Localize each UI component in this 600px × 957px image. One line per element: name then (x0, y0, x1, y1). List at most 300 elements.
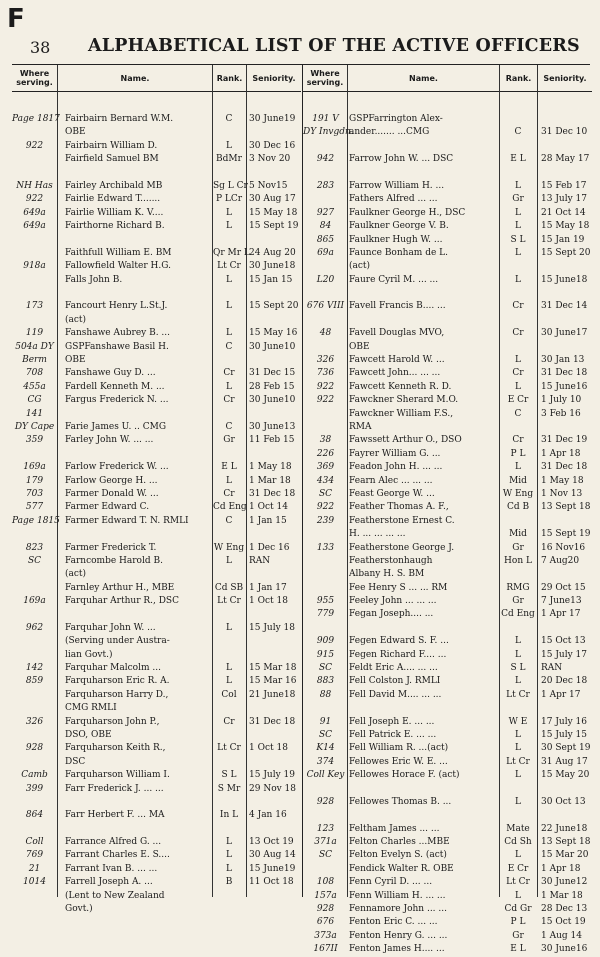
officer-row (12, 555, 301, 568)
where-serving-cell: 918a (23, 261, 46, 272)
seniority-cell: 15 Jan 15 (249, 274, 293, 285)
rank-cell: W Eng (213, 542, 245, 553)
officer-name-cell: Farrant Charles E. S.... (65, 850, 170, 861)
rank-cell: L (226, 301, 232, 312)
officer-name-cell: Fenn William H. ... ... (349, 890, 446, 901)
rank-cell: Hon L (504, 555, 532, 566)
officer-row (303, 542, 592, 555)
officer-row (303, 622, 592, 635)
rank-cell: L (226, 140, 232, 151)
rank-cell: E L (221, 462, 237, 473)
officer-row (303, 635, 592, 648)
where-serving-cell: K14 (316, 743, 335, 754)
where-serving-cell: 883 (316, 676, 335, 687)
where-serving-cell: 1014 (23, 877, 46, 888)
officer-name-cell: Faithfull William E. BM (65, 247, 172, 258)
where-serving-cell: 123 (316, 823, 335, 834)
rank-cell: E L (510, 154, 526, 165)
seniority-cell: 21 June18 (249, 689, 296, 700)
rank-cell: Cr (223, 488, 235, 499)
rank-cell: Cr (512, 328, 524, 339)
where-serving-cell: 922 (25, 140, 44, 151)
officer-row (12, 809, 301, 822)
officer-name-cell: Fawcett John... ... ... (349, 368, 441, 379)
seniority-cell: 5 Nov15 (249, 180, 288, 191)
rank-cell: P L (510, 917, 526, 928)
officer-row (12, 113, 301, 126)
where-serving-cell: 91 (319, 716, 332, 727)
rank-cell: C (514, 408, 522, 419)
rank-cell: L (515, 462, 521, 473)
rank-cell: Cr (223, 716, 235, 727)
seniority-cell: 15 July 15 (541, 729, 587, 740)
officer-row (12, 729, 301, 742)
seniority-cell: 4 Jan 16 (249, 810, 287, 821)
right-rows (303, 113, 592, 957)
seniority-cell: 1 May 18 (249, 462, 292, 473)
where-serving-cell: 88 (319, 689, 332, 700)
where-serving-cell: 927 (316, 207, 335, 218)
seniority-cell: 1 Mar 18 (541, 890, 583, 901)
officer-name-cell: Farquhar John W. ... (65, 622, 156, 633)
rank-cell: L (515, 636, 521, 647)
seniority-cell: 15 May 18 (541, 221, 590, 232)
officer-row (12, 662, 301, 675)
seniority-cell: 1 Oct 18 (249, 743, 288, 754)
rank-cell: C (225, 114, 233, 124)
officer-row (303, 327, 592, 340)
officer-row (12, 274, 301, 287)
officer-name-cell: Fairbairn William D. (65, 140, 158, 151)
seniority-cell: 24 Aug 20 (249, 247, 296, 258)
seniority-cell: 13 Oct 19 (249, 837, 294, 848)
where-serving-cell: 108 (316, 877, 335, 888)
rank-cell: L (515, 850, 521, 861)
left-rows (12, 113, 301, 916)
officer-name-cell: Fell David M.... ... ... (349, 689, 442, 700)
where-serving-cell: 736 (316, 368, 335, 379)
officer-row (12, 849, 301, 862)
officer-name-cell: Featherstone Ernest C. (349, 515, 455, 526)
seniority-cell: 1 Oct 14 (249, 502, 288, 513)
officer-name-cell: Faunce Bonham de L. (349, 247, 448, 258)
where-serving-cell: 226 (316, 448, 335, 459)
officer-name-cell: Fardell Kenneth M. ... (65, 381, 165, 392)
officer-row (12, 488, 301, 501)
rank-cell: Lt Cr (506, 877, 530, 888)
officer-row (303, 247, 592, 260)
seniority-cell: 30 Aug 14 (249, 850, 296, 861)
where-serving-cell: 915 (316, 649, 335, 660)
seniority-cell: 22 June18 (541, 823, 588, 834)
where-serving-cell: 649a (23, 221, 46, 232)
officer-row (303, 367, 592, 380)
rank-cell: C (225, 421, 233, 432)
officer-name-cell: Fawssett Arthur O., DSO (349, 435, 462, 446)
officer-name-cell: Fancourt Henry L.St.J. (65, 301, 168, 312)
rank-cell: L (226, 207, 232, 218)
rank-cell: Qr Mr L (213, 247, 250, 258)
where-serving-cell: 703 (25, 488, 44, 499)
officer-name-cell: Fawckner William F.S., (349, 408, 454, 419)
seniority-cell: 30 June17 (541, 328, 588, 339)
rank-cell: L (515, 890, 521, 901)
officer-name-cell: Fairfield Samuel BM (65, 154, 159, 165)
officer-row (303, 836, 592, 849)
seniority-cell: 30 June12 (541, 877, 588, 888)
where-serving-cell: 239 (316, 515, 335, 526)
right-column-block (302, 65, 592, 955)
section-letter: F (7, 4, 25, 34)
where-serving-cell: 142 (25, 663, 44, 674)
officer-name-cell: Farmer Frederick T. (65, 542, 157, 553)
officer-name-cell: Farrow William H. ... (349, 180, 445, 191)
seniority-header: Seniority. (247, 65, 301, 92)
seniority-cell: 15 Oct 19 (541, 917, 586, 928)
rank-cell: Cr (512, 301, 524, 312)
where-serving-cell: 84 (319, 221, 332, 232)
officer-row (303, 180, 592, 193)
seniority-cell: 31 Dec 18 (249, 716, 296, 727)
seniority-cell: 13 July 17 (541, 194, 587, 205)
officer-row (12, 327, 301, 340)
rank-cell: L (515, 221, 521, 232)
where-serving-cell: 504a DY (15, 341, 54, 352)
where-serving-cell: 173 (25, 301, 44, 312)
officer-row (303, 662, 592, 675)
officer-name-cell: Farquharson John P., (65, 716, 160, 727)
officer-row (12, 287, 301, 300)
rank-cell: Gr (512, 194, 524, 205)
seniority-cell: 1 July 10 (541, 395, 582, 406)
officer-row (12, 207, 301, 220)
officer-row (303, 729, 592, 742)
officer-row (12, 608, 301, 621)
rank-cell: Cd Eng (501, 609, 535, 620)
officer-row (12, 381, 301, 394)
officer-row (12, 140, 301, 153)
seniority-cell: 15 Sept 20 (249, 301, 299, 312)
seniority-cell: 15 July 19 (249, 770, 295, 781)
officer-name-cell: Fell Colston J. RMLI (349, 676, 441, 687)
where-serving-cell: 455a (23, 381, 46, 392)
rank-cell: P L (510, 448, 526, 459)
rank-cell: W E (508, 716, 528, 727)
where-serving-cell: 708 (25, 368, 44, 379)
seniority-cell: 31 Aug 17 (541, 756, 588, 767)
officer-name-cell: Fawcett Kenneth R. D. (349, 381, 452, 392)
where-serving-cell: 191 V (312, 114, 339, 124)
officer-name-cell: Fairthorne Richard B. (65, 221, 165, 232)
officer-name-cell: CMG RMLI (65, 703, 117, 714)
officer-name-cell: Feltham James ... ... (349, 823, 440, 834)
seniority-cell: 1 Apr 17 (541, 609, 581, 620)
officer-name-cell: Fellowes Horace F. (act) (349, 770, 460, 781)
officer-name-cell: Felton Evelyn S. (act) (349, 850, 447, 861)
officer-name-cell: RMA (349, 421, 372, 432)
seniority-cell: 20 Dec 18 (541, 676, 588, 687)
officer-row (12, 247, 301, 260)
officer-name-cell: Fenton Eric C. ... ... (349, 917, 438, 928)
rank-cell: Mate (506, 823, 530, 834)
officer-row (12, 716, 301, 729)
officer-name-cell: Fenn Cyril D. ... ... (349, 877, 433, 888)
officer-name-cell: Faulkner Hugh W. ... (349, 234, 443, 245)
officer-name-cell: Farquharson Keith R., (65, 743, 166, 754)
rank-cell: E L (510, 944, 526, 955)
rank-cell: L (515, 355, 521, 366)
officer-name-cell: Fargus Frederick N. ... (65, 395, 169, 406)
officer-row (303, 689, 592, 702)
officer-row (303, 408, 592, 421)
officer-row (12, 742, 301, 755)
officer-row (303, 649, 592, 662)
officer-row (12, 354, 301, 367)
rank-cell: L (226, 850, 232, 861)
seniority-cell: 15 Feb 17 (541, 180, 587, 191)
officer-row (303, 193, 592, 206)
rank-cell: Sg L Cr (213, 180, 248, 191)
officer-name-cell: Feadon John H. ... ... (349, 462, 443, 473)
seniority-cell: 31 Dec 14 (541, 301, 588, 312)
officer-name-cell: Farquhar Arthur R., DSC (65, 596, 179, 607)
officer-row (303, 461, 592, 474)
officer-row (12, 421, 301, 434)
seniority-cell: 28 Feb 15 (249, 381, 295, 392)
seniority-cell: RAN (249, 555, 271, 566)
officer-name-cell: Fawckner Sherard M.O. (349, 395, 459, 406)
where-serving-header: Where serving. (12, 65, 57, 92)
officer-row (303, 274, 592, 287)
officer-row (303, 528, 592, 541)
officer-row (12, 836, 301, 849)
officer-row (303, 501, 592, 514)
officer-row (12, 823, 301, 836)
where-serving-cell: DY Invgdn. (303, 127, 354, 138)
officer-row (303, 849, 592, 862)
where-serving-cell: CG (27, 395, 42, 406)
officer-row (12, 595, 301, 608)
officer-name-cell: H. ... ... ... ... (349, 529, 406, 540)
officer-name-cell: Fallowfield Walter H.G. (65, 261, 171, 272)
rank-cell: In L (219, 810, 239, 821)
officer-row (12, 234, 301, 247)
seniority-cell: 15 May 18 (249, 207, 298, 218)
seniority-cell: 1 Jan 15 (249, 515, 287, 526)
officer-row (303, 448, 592, 461)
officer-name-cell: Fegen Edward S. F. ... (349, 636, 449, 647)
officer-row (303, 943, 592, 956)
where-serving-cell: Camb (21, 770, 48, 781)
officer-name-cell: Favell Douglas MVO, (349, 328, 445, 339)
officer-name-cell: Fegen Richard F.... ... (349, 649, 447, 660)
officer-name-cell: Featherstone George J. (349, 542, 455, 553)
officer-row (303, 809, 592, 822)
officer-row (12, 568, 301, 581)
rank-cell: E Cr (507, 863, 529, 874)
seniority-cell: 15 Jan 19 (541, 234, 585, 245)
officer-row (12, 876, 301, 889)
rank-cell: Lt Cr (506, 756, 530, 767)
officer-name-cell: Featherstonhaugh (349, 555, 433, 566)
where-serving-cell: 157a (314, 890, 337, 901)
seniority-cell: 1 Mar 18 (249, 475, 291, 486)
rank-cell: L (515, 729, 521, 740)
officer-name-cell: Favell Francis B.... ... (349, 301, 446, 312)
officer-row (12, 702, 301, 715)
officer-name-cell: Fairlie William K. V.... (65, 207, 164, 218)
seniority-cell: 15 Mar 20 (541, 850, 589, 861)
officer-row (12, 675, 301, 688)
seniority-cell: 15 June19 (249, 863, 296, 874)
officer-row (303, 260, 592, 273)
seniority-cell: 28 Dec 13 (541, 904, 588, 915)
where-serving-cell: 167II (313, 944, 338, 955)
seniority-cell: 15 June18 (541, 274, 588, 285)
officer-row (12, 126, 301, 139)
officer-name-cell: Farr Frederick J. ... ... (65, 783, 164, 794)
rank-cell: Mid (509, 475, 527, 486)
rank-cell: Gr (512, 542, 524, 553)
seniority-cell: 30 Jan 13 (541, 355, 585, 366)
officer-row (303, 341, 592, 354)
officer-name-cell: (act) (349, 261, 371, 272)
rank-cell: Cd Eng (213, 502, 247, 513)
officer-name-cell: Feather Thomas A. F., (349, 502, 449, 513)
officer-row (12, 367, 301, 380)
rank-cell: S L (221, 770, 237, 781)
officer-row (303, 702, 592, 715)
officer-row (12, 769, 301, 782)
officer-name-cell: Farmer Donald W. ... (65, 488, 159, 499)
officer-row (12, 622, 301, 635)
rank-cell: Cd B (506, 502, 530, 513)
where-serving-cell: 676 VIII (306, 301, 345, 312)
rank-cell: Mid (509, 529, 527, 540)
rank-header: Rank. (213, 65, 246, 92)
officer-name-cell: (act) (65, 314, 87, 325)
officer-row (12, 341, 301, 354)
seniority-cell: 15 May 16 (249, 328, 298, 339)
officer-name-cell: Fawcett Harold W. ... (349, 355, 445, 366)
officer-row (303, 488, 592, 501)
officer-row (12, 515, 301, 528)
rank-cell: L (515, 676, 521, 687)
rank-cell: C (514, 127, 522, 138)
officer-row (12, 220, 301, 233)
officer-row (303, 434, 592, 447)
where-serving-cell: 859 (25, 676, 44, 687)
seniority-cell: 7 June13 (541, 596, 582, 607)
officer-row (12, 461, 301, 474)
officer-row (303, 608, 592, 621)
where-serving-cell: 169a (23, 462, 46, 473)
seniority-cell: 31 Dec 18 (249, 488, 296, 499)
where-serving-cell: 119 (25, 328, 44, 339)
officer-row (12, 501, 301, 514)
officer-row (12, 689, 301, 702)
rank-cell: Gr (512, 596, 524, 607)
officer-row (303, 916, 592, 929)
officer-name-cell: GSPFanshawe Basil H. (65, 341, 169, 352)
rank-cell: L (515, 743, 521, 754)
officer-name-cell: Farmer Edward T. N. RMLI (65, 515, 189, 526)
where-serving-cell: 374 (316, 756, 335, 767)
officer-name-cell: Fathers Alfred ... ... (349, 194, 438, 205)
rank-cell: L (226, 863, 232, 874)
seniority-cell: 15 Oct 13 (541, 636, 586, 647)
where-serving-cell: 865 (316, 234, 335, 245)
seniority-cell: 30 June10 (249, 395, 296, 406)
where-serving-cell: 779 (316, 609, 335, 620)
officer-name-cell: OBE (349, 341, 370, 352)
name-header: Name. (348, 65, 499, 92)
where-serving-cell: 823 (25, 542, 44, 553)
seniority-header: Seniority. (538, 65, 592, 92)
officers-table (12, 64, 591, 955)
page-title: ALPHABETICAL LIST OF THE ACTIVE OFFICERS (88, 36, 580, 56)
officer-name-cell: Fell Patrick E. ... ... (349, 729, 437, 740)
where-serving-cell: 942 (316, 154, 335, 165)
seniority-cell: 15 July 18 (249, 622, 295, 633)
officer-row (303, 863, 592, 876)
rank-cell: L (226, 274, 232, 285)
seniority-cell: 30 Sept 19 (541, 743, 591, 754)
where-serving-cell: Coll Key (306, 770, 345, 781)
officer-name-cell: Fanshawe Guy D. ... (65, 368, 156, 379)
where-serving-cell: 928 (25, 743, 44, 754)
where-serving-cell: 48 (319, 328, 332, 339)
officer-name-cell: Farncombe Harold B. (65, 555, 163, 566)
rank-cell: S Mr (217, 783, 241, 794)
officer-name-cell: Fell Joseph E. ... ... (349, 716, 435, 727)
officer-row (303, 890, 592, 903)
seniority-cell: 11 Oct 18 (249, 877, 294, 888)
rank-cell: Cr (512, 368, 524, 379)
where-serving-cell: 369 (316, 462, 335, 473)
where-serving-header: Where serving. (303, 65, 347, 92)
officer-name-cell: Farquharson William I. (65, 770, 170, 781)
where-serving-cell: 962 (25, 622, 44, 633)
officer-name-cell: lian Govt.) (65, 649, 113, 660)
where-serving-cell: 69a (317, 247, 334, 258)
rank-header: Rank. (500, 65, 537, 92)
where-serving-cell: SC (27, 555, 42, 566)
officer-row (12, 542, 301, 555)
left-column-block (12, 65, 301, 915)
seniority-cell: 1 Nov 13 (541, 488, 583, 499)
seniority-cell: 29 Nov 18 (249, 783, 297, 794)
officer-row (12, 300, 301, 313)
seniority-cell: 13 Sept 18 (541, 837, 591, 848)
seniority-cell: 16 Nov16 (541, 542, 586, 553)
officer-name-cell: Fegan Joseph.... ... (349, 609, 434, 620)
where-serving-cell: 283 (316, 180, 335, 191)
rank-cell: P LCr (215, 194, 243, 205)
officer-name-cell: Fayrer William G. ... (349, 448, 441, 459)
officer-row (303, 475, 592, 488)
seniority-cell: 29 Oct 15 (541, 582, 586, 593)
where-serving-cell: Page 1815 (12, 515, 60, 526)
rank-cell: C (225, 515, 233, 526)
where-serving-cell: 359 (25, 435, 44, 446)
where-serving-cell: 169a (23, 596, 46, 607)
seniority-cell: 11 Feb 15 (249, 435, 295, 446)
officer-row (303, 675, 592, 688)
seniority-cell: 1 Jan 17 (249, 582, 287, 593)
rank-cell: L (515, 649, 521, 660)
officer-row (303, 140, 592, 153)
